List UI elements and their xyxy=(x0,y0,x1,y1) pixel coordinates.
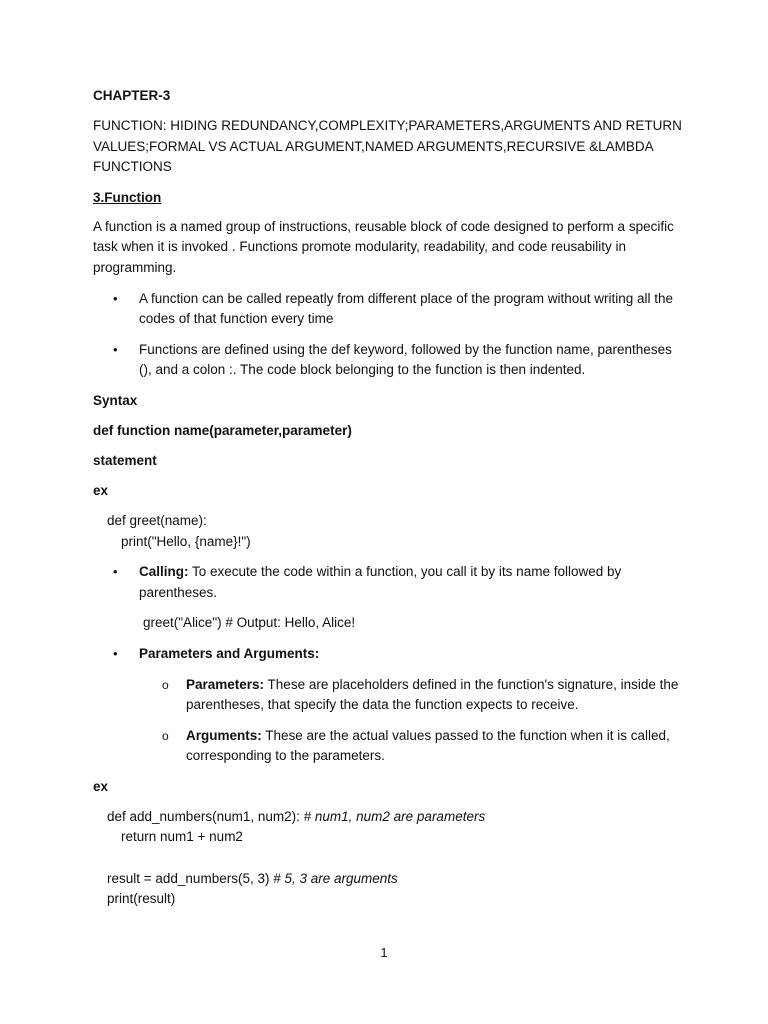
chapter-title: CHAPTER-3 xyxy=(93,88,171,103)
sub-bullet-icon: o xyxy=(162,728,169,743)
bullet-icon: • xyxy=(113,341,118,357)
arguments-label: Arguments: xyxy=(186,727,262,743)
sub-bullet-icon: o xyxy=(162,677,169,692)
sub-bullet-parameters xyxy=(93,675,683,716)
calling-example: greet("Alice") # Output: Hello, Alice! xyxy=(143,615,356,631)
code-line: def greet(name): xyxy=(107,512,207,528)
bullet-item xyxy=(93,340,683,381)
intro-paragraph: A function is a named group of instructions, reusable block of code designed to perform a specific task when it is invoked . Functions promote modularity, readability, and code reusability in programming. xyxy=(93,218,674,275)
bullet-item xyxy=(93,289,683,330)
parameters-text: These are placeholders defined in the function's signature, inside the parentheses, that specify the data the function expects to receive. xyxy=(186,676,679,713)
syntax-definition: def function name(parameter,parameter) xyxy=(93,422,352,438)
calling-label: Calling: xyxy=(139,564,189,580)
code-example-add-numbers xyxy=(93,807,683,910)
example-label: ex xyxy=(93,482,109,498)
code-line: return num1 + num2 xyxy=(121,829,243,845)
code-line: print(result) xyxy=(107,891,176,907)
chapter-subtitle: FUNCTION: HIDING REDUNDANCY,COMPLEXITY;PARAMETERS,ARGUMENTS AND RETURN VALUES;FORMAL VS ACTUAL ARGUMENT,NAMED ARGUMENTS,RECURSIVE &LAMBDA FUNCTIONS xyxy=(93,118,682,175)
arguments-text: These are the actual values passed to the function when it is called, corresponding to the parameters. xyxy=(186,727,670,764)
syntax-statement: statement xyxy=(93,452,157,468)
bullet-icon: • xyxy=(113,645,118,661)
document-page xyxy=(93,86,683,910)
bullet-item-params-args xyxy=(93,644,683,665)
sub-bullet-arguments xyxy=(93,726,683,767)
code-blank-line xyxy=(107,848,683,869)
code-line: result = add_numbers(5, 3) # 5, 3 are arguments xyxy=(107,870,398,886)
code-line: def add_numbers(num1, num2): # num1, num2 are parameters xyxy=(107,808,486,824)
code-comment: # num1, num2 are parameters xyxy=(303,808,486,824)
section-heading: 3.Function xyxy=(93,189,162,205)
code-example-greet xyxy=(93,511,683,552)
code-comment: # 5, 3 are arguments xyxy=(273,870,398,886)
example-label-2: ex xyxy=(93,778,109,794)
page-number: 1 xyxy=(380,945,388,960)
params-args-label: Parameters and Arguments: xyxy=(139,645,320,661)
bullet-item-calling xyxy=(93,562,683,603)
bullet-text: Functions are defined using the def keyword, followed by the function name, parentheses (), and a colon :. The code block belonging to the function is then indented. xyxy=(139,341,672,378)
bullet-text: A function can be called repeatly from different place of the program without writing all the codes of that function every time xyxy=(139,290,674,327)
syntax-label: Syntax xyxy=(93,392,138,408)
parameters-label: Parameters: xyxy=(186,676,265,692)
bullet-icon: • xyxy=(113,290,118,306)
bullet-icon: • xyxy=(113,564,118,580)
calling-text: To execute the code within a function, you call it by its name followed by parentheses. xyxy=(139,564,622,600)
code-line: print("Hello, {name}!") xyxy=(121,533,251,549)
